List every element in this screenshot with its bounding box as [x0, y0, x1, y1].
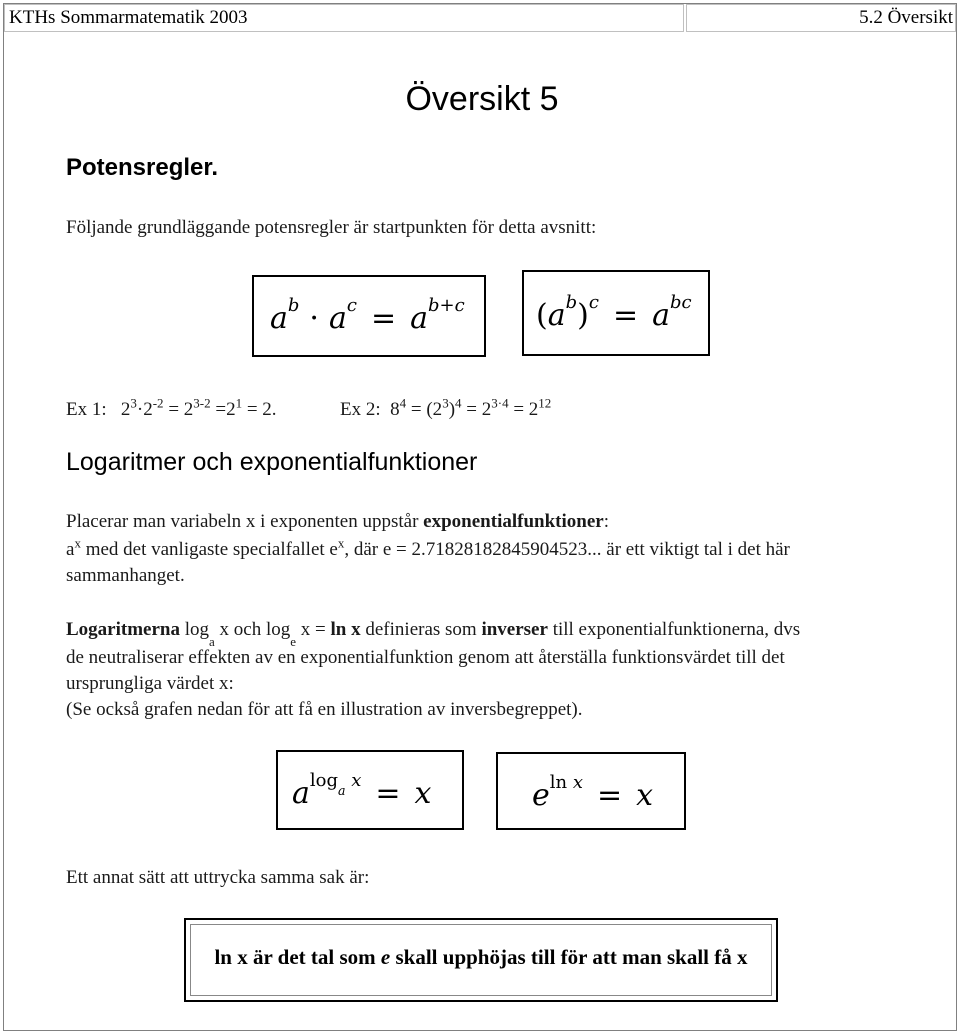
alt-intro-text: Ett annat sätt att uttrycka samma sak är: — [66, 867, 370, 888]
paragraph-special-case: $a^x$ med det vanligaste specialfallet $e^x$, där e = 2.71828182845904523... är ett viktigt tal i det här — [66, 535, 790, 560]
para3-t5: till exponentialfunktionerna, dvs — [547, 619, 801, 640]
definition-part-b: skall upphöjas till för att man skall få x — [390, 945, 748, 969]
definition-part-a: ln x är det tal som — [214, 945, 381, 969]
definition-box — [184, 918, 778, 1002]
power-rule-1-box — [252, 275, 486, 357]
heading-logaritmer: Logaritmer och exponentialfunktioner — [66, 448, 478, 476]
definition-e: e — [380, 945, 391, 969]
example-2-label: Ex 2: — [340, 399, 381, 420]
intro-text: Följande grundläggande potensregler är startpunkten för detta avsnitt: — [66, 217, 597, 238]
paragraph-logarithms-line2: de neutraliserar effekten av en exponentialfunktion genom att återställa funktionsvärdet till det — [66, 647, 785, 668]
para3-bold2: ln x — [330, 619, 361, 640]
para1-start: Placerar man variabeln x i exponenten uppstår — [66, 511, 424, 532]
header-section — [686, 4, 956, 32]
log-identity-2-box — [496, 752, 686, 830]
log-identity-1: $a^{log_a x} = x$ — [292, 769, 432, 811]
paragraph-exponential — [66, 509, 609, 535]
paragraph-special-case-line2: sammanhanget. — [66, 565, 185, 586]
example-1: Ex 1: $2^3\cdot 2^{-2} = 2^{3-2} =2^1 = 2$. — [66, 395, 277, 420]
para3-bold1: Logaritmerna — [66, 619, 180, 640]
power-rule-1: $a^b \cdot a^c = a^{b+c}$ — [270, 294, 465, 336]
definition-text — [186, 945, 776, 970]
power-rule-2-box — [522, 270, 710, 356]
example-2: Ex 2: $8^4 = (2^3)^4 = 2^{3\cdot 4} = 2^{12}$ — [340, 395, 552, 420]
page-title: Översikt 5 — [405, 80, 559, 118]
para3-t2: x och log — [214, 619, 291, 640]
header-section-text: 5.2 Översikt — [859, 7, 953, 28]
para1-end: : — [603, 511, 609, 532]
paragraph-logarithms-line4: (Se också grafen nedan för att få en illustration av inversbegreppet). — [66, 699, 583, 720]
header-course — [4, 4, 684, 32]
log-identity-1-box — [276, 750, 464, 830]
heading-potensregler: Potensregler. — [66, 154, 219, 181]
para3-t3: x = — [296, 619, 331, 640]
para1-bold: exponentialfunktioner — [423, 511, 604, 532]
para2-a: a — [66, 539, 75, 560]
log-identity-2: $e^{ln x} = x$ — [532, 771, 654, 813]
header-course-text: KTHs Sommarmatematik 2003 — [9, 7, 248, 28]
example-1-label: Ex 1: — [66, 399, 107, 420]
power-rule-2: $(a^b)^c = a^{bc}$ — [536, 291, 692, 333]
para2-b: med det vanligaste specialfallet e — [80, 539, 338, 560]
para2-c: , där e = 2.71828182845904523... är ett viktigt tal i det här — [344, 539, 790, 560]
paragraph-logarithms-line3: ursprungliga värdet x: — [66, 673, 234, 694]
para3-t4: definieras som — [360, 619, 482, 640]
para3-bold3: inverser — [481, 619, 548, 640]
paragraph-logarithms: Logaritmerna $\log_a x$ och $\log_e x = \ln x$ definieras som inverser till exponentialfunktionerna, dvs — [66, 619, 801, 649]
para3-t1: log — [179, 619, 210, 640]
